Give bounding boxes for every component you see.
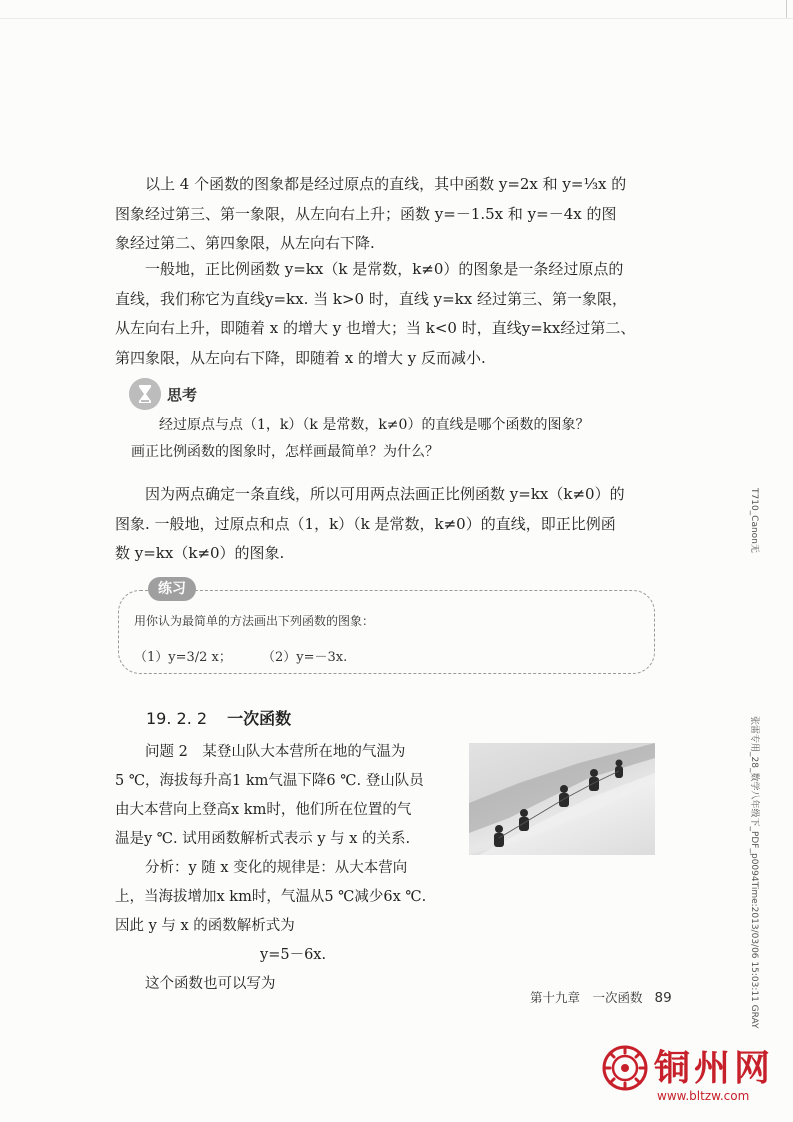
chapter-title: 第十九章 一次函数: [530, 990, 643, 1005]
think-question: [131, 412, 661, 466]
paragraph-proportional-function: [115, 255, 660, 373]
practice-prompt: 用你认为最简单的方法画出下列函数的图象：: [134, 614, 375, 628]
mountaineers-photo: [469, 743, 655, 855]
problem-line: 5 ℃，海拔每升高1 km气温下降6 ℃. 登山队员: [115, 773, 424, 789]
paragraph-line: 图象经过第三、第一象限，从左向右上升；函数 y=－1.5x 和 y=－4x 的图: [115, 204, 617, 223]
watermark-site-name: 铜州网: [654, 1047, 775, 1089]
section-heading: [146, 706, 291, 729]
scanner-note: T710_Canon无: [749, 488, 759, 553]
problem-equation: y=5－6x.: [260, 947, 327, 963]
problem-line: 上，当海拔增加x km时，气温从5 ℃减少6x ℃.: [115, 889, 427, 905]
paragraph-linear-examples: [115, 170, 660, 259]
problem-line: 分析：y 随 x 变化的规律是：从大本营向: [145, 860, 408, 876]
paragraph-line: 因为两点确定一条直线，所以可用两点法画正比例函数 y=kx（k≠0）的: [145, 485, 625, 503]
problem-line: 由大本营向上登高x km时，他们所在位置的气: [115, 802, 412, 818]
top-right-mark: [786, 0, 787, 18]
problem-line: 问题 2 某登山队大本营所在地的气温为: [145, 744, 406, 760]
think-line: 经过原点与点（1，k）（k 是常数，k≠0）的直线是哪个函数的图象？: [159, 417, 590, 433]
paragraph-two-point-method: [115, 480, 660, 569]
watermark-logo-icon: [602, 1045, 648, 1091]
page-number: 89: [654, 990, 672, 1006]
paragraph-line: 第四象限，从左向右下降，即随着 x 的增大 y 反而减小.: [115, 348, 486, 367]
paragraph-line: 图象. 一般地，过原点和点（1，k）（k 是常数，k≠0）的直线，即正比例函: [115, 514, 616, 533]
think-icon: [129, 378, 161, 410]
think-line: 画正比例函数的图象时，怎样画最简单？为什么？: [131, 444, 439, 460]
practice-item-1: （1）y=3/2 x；: [134, 650, 232, 665]
problem-line: 这个函数也可以写为: [145, 976, 276, 992]
problem-line: 温是y ℃. 试用函数解析式表示 y 与 x 的关系.: [115, 831, 411, 847]
file-stamp-note: 张雷专用_28_数学八年级下_PDF_p0094Time:2013/03/06 15:03:11 GRAY: [749, 716, 759, 1029]
page-footer: [530, 988, 672, 1006]
problem-2: [115, 738, 470, 999]
paragraph-line: 从左向右上升，即随着 x 的增大 y 也增大；当 k<0 时，直线y=kx经过第二、: [115, 319, 636, 337]
paragraph-line: 直线，我们称它为直线y=kx. 当 k>0 时，直线 y=kx 经过第三、第一象限，: [115, 289, 627, 308]
paragraph-line: 以上 4 个函数的图象都是经过原点的直线，其中函数 y=2x 和 y=⅓x 的: [145, 175, 627, 193]
paragraph-line: 一般地，正比例函数 y=kx（k 是常数，k≠0）的图象是一条经过原点的: [145, 260, 624, 278]
section-title: 一次函数: [227, 709, 292, 728]
practice-tag: 练习: [148, 577, 196, 601]
problem-line: 因此 y 与 x 的函数解析式为: [115, 918, 295, 934]
think-title: 思考: [167, 386, 198, 404]
section-number: 19. 2. 2: [146, 709, 208, 728]
watermark-url: www.bltzw.com: [657, 1089, 750, 1103]
paragraph-line: 数 y=kx（k≠0）的图象.: [115, 544, 285, 562]
practice-item-2: （2）y=－3x.: [262, 650, 348, 665]
paragraph-line: 象经过第二、第四象限，从左向右下降.: [115, 234, 375, 252]
top-border: [0, 0, 793, 19]
